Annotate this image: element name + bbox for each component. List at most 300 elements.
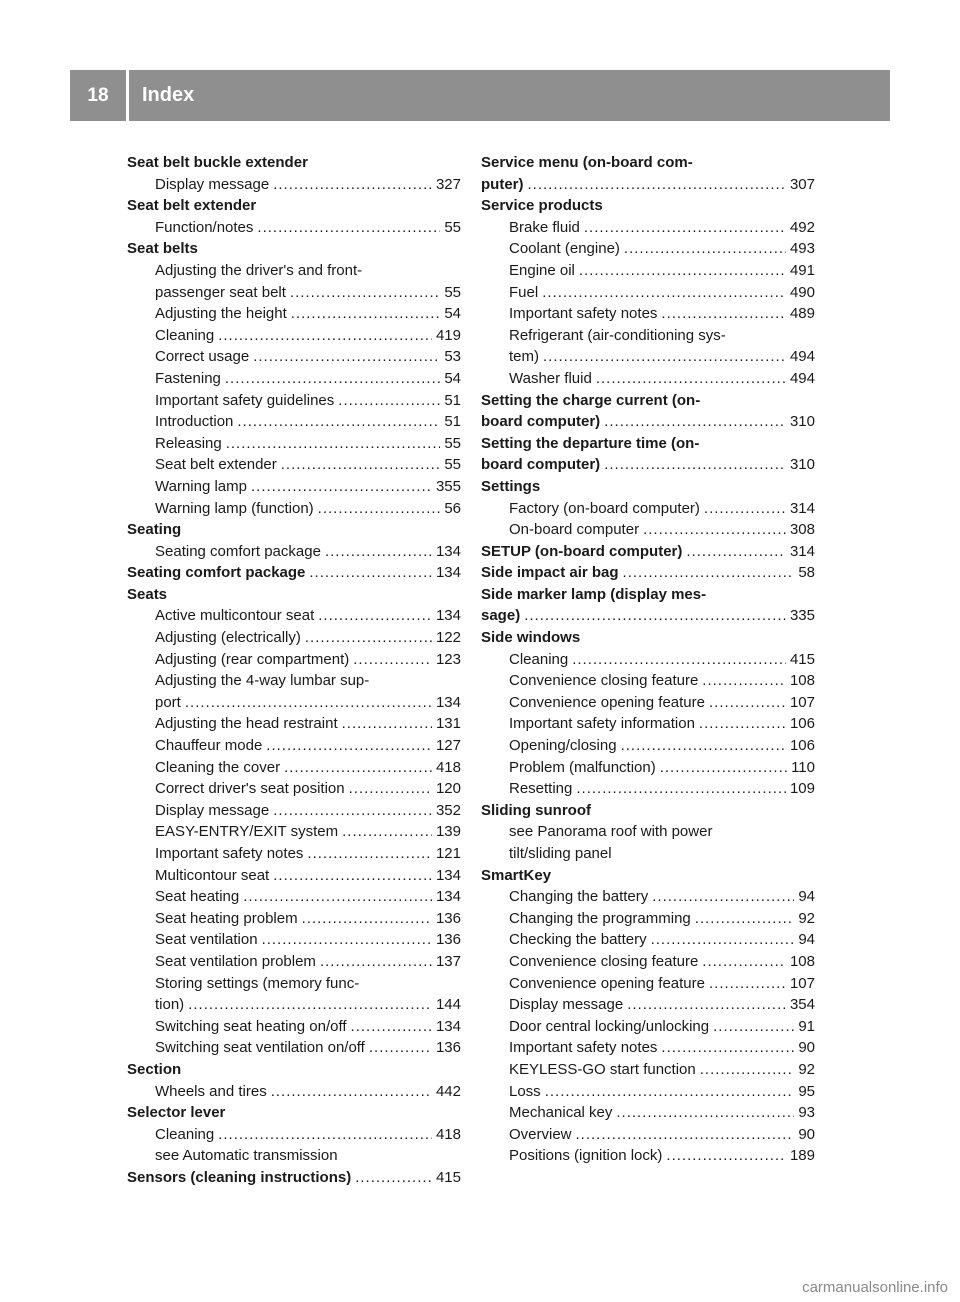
page-reference: 122 [435,629,461,647]
entry-text: Changing the battery [509,888,649,906]
index-entry-main [481,195,815,217]
entry-text: Active multicontour seat [155,607,315,625]
entry-text: Convenience closing feature [509,672,699,690]
page-reference: 107 [789,693,815,711]
leader-dots [320,951,432,973]
entry-text: sage) [481,607,521,625]
index-entry-sub [127,908,461,930]
header-divider [126,70,129,121]
index-entry-sub [481,649,815,671]
index-entry-sub [127,627,461,649]
entry-text: Coolant (engine) [509,240,620,258]
leader-dots [713,1016,794,1038]
entry-text: Opening/closing [509,737,617,755]
page-reference: 415 [789,650,815,668]
page-reference: 137 [435,952,461,970]
index-entry-main [127,1059,461,1081]
index-entry-main [481,454,815,476]
entry-text: Function/notes [155,218,254,236]
page-reference: 352 [435,801,461,819]
index-entry-sub [481,303,815,325]
entry-text: Seat belt extender [127,197,257,215]
entry-text: board computer) [481,456,601,474]
entry-text: Engine oil [509,261,575,279]
leader-dots [542,282,786,304]
leader-dots [309,562,432,584]
entry-text: Refrigerant (air-conditioning sys- [509,326,726,344]
leader-dots [623,562,795,584]
index-entry-sub [481,735,815,757]
entry-text: Cleaning [509,650,569,668]
page-reference: 108 [789,672,815,690]
entry-text: Adjusting (rear compartment) [155,650,350,668]
page-reference: 492 [789,218,815,236]
leader-dots [338,390,440,412]
leader-dots [353,649,432,671]
entry-text: Seat belt buckle extender [127,154,308,171]
index-entry-sub [481,929,815,951]
page-reference: 134 [435,542,461,560]
index-entry-sub [127,325,461,347]
page-reference: 123 [435,650,461,668]
entry-text: tilt/sliding panel [509,845,612,862]
leader-dots [188,994,432,1016]
leader-dots [351,1016,432,1038]
leader-dots [596,368,786,390]
page-reference: 54 [444,305,461,323]
index-entry-sub [127,821,461,843]
leader-dots [218,325,432,347]
entry-text: Display message [155,175,270,193]
page-reference: 419 [435,326,461,344]
leader-dots [579,260,786,282]
watermark: carmanualsonline.info [802,1279,948,1296]
entry-text: Setting the departure time (on- [481,434,700,452]
entry-text: port [155,693,181,711]
leader-dots [271,1081,432,1103]
index-entry-sub [127,174,461,196]
page-reference: 56 [444,499,461,517]
leader-dots [604,411,786,433]
leader-dots [695,908,795,930]
page-reference: 136 [435,931,461,949]
leader-dots [666,1145,786,1167]
entry-text: Seating comfort package [155,542,321,560]
index-entry-sub [481,821,815,843]
page-reference: 107 [789,974,815,992]
index-entry-sub [127,757,461,779]
entry-text: see Automatic transmission [155,1147,338,1165]
entry-text: Seating [127,521,182,539]
leader-dots [318,605,432,627]
leader-dots [225,368,440,390]
page-reference: 90 [798,1039,815,1057]
entry-text: Resetting [509,780,573,798]
page-reference: 314 [789,542,815,560]
leader-dots [281,454,441,476]
index-entry-sub [481,368,815,390]
entry-text: Seat ventilation [155,931,258,949]
page-reference: 134 [435,888,461,906]
page-reference: 110 [791,758,815,776]
index-entry-sub [481,951,815,973]
page-reference: 94 [798,888,815,906]
leader-dots [704,498,786,520]
leader-dots [305,627,432,649]
index-entry-sub [481,1081,815,1103]
index-entry-sub [481,692,815,714]
index-entry-sub [127,282,461,304]
entry-text: EASY-ENTRY/EXIT system [155,823,339,841]
entry-text: Adjusting (electrically) [155,629,301,647]
entry-text: Seat ventilation problem [155,952,316,970]
index-entry-sub [127,454,461,476]
entry-text: Switching seat heating on/off [155,1017,347,1035]
entry-text: Loss [509,1082,541,1100]
entry-text: Adjusting the driver's and front- [155,261,363,279]
index-entry-sub [481,325,815,347]
index-entry-sub [127,692,461,714]
index-entry-sub [127,713,461,735]
page-reference: 327 [435,175,461,193]
index-entry-sub [127,368,461,390]
entry-text: Important safety notes [509,1039,658,1057]
entry-text: Cleaning the cover [155,758,281,776]
entry-text: Setting the charge current (on- [481,391,701,409]
page-reference: 139 [435,823,461,841]
leader-dots [545,1081,795,1103]
index-entry-sub [481,1124,815,1146]
index-entry-main [127,584,461,606]
entry-text: Important safety information [509,715,695,733]
entry-text: Seat heating [155,888,240,906]
leader-dots [604,454,786,476]
entry-text: puter) [481,175,524,193]
index-entry-sub [127,735,461,757]
index-entry-sub [127,843,461,865]
page-reference: 134 [435,1017,461,1035]
entry-text: Side marker lamp (display mes- [481,585,707,603]
page-reference: 354 [789,996,815,1014]
index-entry-sub [481,1102,815,1124]
index-entry-main [481,584,815,606]
entry-text: Seating comfort package [127,564,306,582]
leader-dots [273,865,432,887]
entry-text: Seat heating problem [155,909,298,927]
page-reference: 95 [798,1082,815,1100]
index-entry-main [127,519,461,541]
entry-text: Door central locking/unlocking [509,1017,710,1035]
index-entry-main [481,174,815,196]
leader-dots [243,886,432,908]
leader-dots [702,951,786,973]
index-entry-main [481,562,815,584]
index-entry-sub [481,670,815,692]
page-reference: 415 [435,1168,461,1186]
leader-dots [342,713,432,735]
leader-dots [273,800,432,822]
page-reference: 490 [789,283,815,301]
index-entry-sub [127,973,461,995]
page-reference: 92 [798,909,815,927]
index-entry-sub [481,973,815,995]
page-reference: 131 [435,715,461,733]
entry-text: Brake fluid [509,218,580,236]
entry-text: Overview [509,1125,572,1143]
index-entry-sub [127,303,461,325]
page-reference: 121 [435,845,461,862]
page-number: 18 [87,84,109,106]
entry-text: tem) [509,348,539,366]
entry-text: Fastening [155,369,221,387]
entry-text: Changing the programming [509,909,691,927]
entry-text: Adjusting the height [155,305,287,323]
entry-text: passenger seat belt [155,283,286,301]
page-reference: 134 [435,693,461,711]
index-entry-main [481,800,815,822]
page-reference: 90 [798,1125,815,1143]
entry-text: Storing settings (memory func- [155,974,360,992]
index-entry-main [127,195,461,217]
entry-text: Section [127,1060,182,1078]
index-entry-main [127,1102,461,1124]
leader-dots [584,217,786,239]
page-reference: 136 [435,1039,461,1057]
entry-text: KEYLESS-GO start function [509,1060,696,1078]
entry-text: Display message [509,996,624,1014]
entry-text: Introduction [155,413,234,431]
entry-text: Warning lamp [155,477,247,495]
entry-text: Correct usage [155,348,250,366]
entry-text: Adjusting the 4-way lumbar sup- [155,672,370,690]
leader-dots [643,519,786,541]
entry-text: Problem (malfunction) [509,758,656,776]
index-entry-main [481,411,815,433]
entry-text: Fuel [509,283,539,301]
leader-dots [627,994,786,1016]
index-entry-main [127,1167,461,1189]
page-reference: 58 [798,564,815,582]
index-entry-sub [127,476,461,498]
page-reference: 310 [789,413,815,431]
entry-text: Seat belts [127,240,198,258]
index-entry-sub [481,1016,815,1038]
index-entry-sub [127,670,461,692]
leader-dots [262,929,432,951]
leader-dots [349,778,432,800]
page-reference: 92 [798,1060,815,1078]
index-entry-main [481,390,815,412]
page-reference: 51 [444,391,461,409]
index-entry-main [127,238,461,260]
leader-dots [702,670,786,692]
leader-dots [528,174,786,196]
page-reference: 493 [789,240,815,258]
leader-dots [185,692,432,714]
entry-text: SETUP (on-board computer) [481,542,683,560]
index-entry-main [481,433,815,455]
section-title: Index [142,84,195,106]
index-entry-sub [127,605,461,627]
page-reference: 108 [789,952,815,970]
leader-dots [576,778,786,800]
leader-dots [226,433,441,455]
index-entry-sub [127,865,461,887]
leader-dots [651,929,795,951]
entry-text: Sensors (cleaning instructions) [127,1168,352,1186]
index-entry-sub [481,886,815,908]
index-entry-main [481,865,815,887]
leader-dots [237,411,440,433]
index-entry-sub [127,411,461,433]
page-reference: 494 [789,369,815,387]
leader-dots [290,282,440,304]
leader-dots [700,1059,795,1081]
index-entry-sub [481,757,815,779]
index-entry-sub [481,519,815,541]
leader-dots [621,735,786,757]
leader-dots [661,303,786,325]
entry-text: Releasing [155,434,222,452]
entry-text: Convenience closing feature [509,952,699,970]
leader-dots [307,843,432,865]
index-column-right [481,152,815,1167]
entry-text: Checking the battery [509,931,647,949]
page-header [70,70,890,121]
entry-text: Selector lever [127,1104,226,1122]
page-reference: 491 [789,261,815,279]
leader-dots [355,1167,432,1189]
leader-dots [709,692,786,714]
index-entry-main [481,605,815,627]
index-entry-sub [127,929,461,951]
entry-text: Side impact air bag [481,564,619,582]
page-reference: 418 [435,758,461,776]
entry-text: Side windows [481,629,581,647]
page-reference: 314 [789,499,815,517]
leader-dots [302,908,432,930]
entry-text: board computer) [481,413,601,431]
page-reference: 94 [798,931,815,949]
entry-text: Warning lamp (function) [155,499,314,517]
entry-text: Sliding sunroof [481,801,591,819]
entry-text: Service menu (on-board com- [481,154,693,171]
leader-dots [291,303,441,325]
leader-dots [624,238,786,260]
entry-text: Cleaning [155,1125,215,1143]
index-entry-sub [127,778,461,800]
page-reference: 93 [798,1104,815,1122]
entry-text: Washer fluid [509,369,592,387]
index-entry-main [127,562,461,584]
index-entry-sub [127,951,461,973]
entry-text: Display message [155,801,270,819]
index-entry-sub [481,217,815,239]
page-reference: 355 [435,477,461,495]
page-reference: 109 [789,780,815,798]
leader-dots [257,217,440,239]
page-reference: 134 [435,866,461,884]
entry-text: Convenience opening feature [509,693,705,711]
index-entry-sub [127,886,461,908]
page-reference: 310 [789,456,815,474]
entry-text: Settings [481,477,541,495]
page-reference: 189 [789,1147,815,1165]
index-entry-sub [481,1037,815,1059]
page-reference: 144 [435,996,461,1014]
index-entry-sub [127,649,461,671]
page-reference: 91 [798,1017,815,1035]
index-entry-sub [481,778,815,800]
leader-dots [576,1124,795,1146]
index-entry-main [481,152,815,174]
index-entry-sub [127,433,461,455]
leader-dots [524,605,786,627]
index-entry-sub [127,1145,461,1167]
index-entry-sub [481,346,815,368]
entry-text: Switching seat ventilation on/off [155,1039,365,1057]
index-entry-sub [127,994,461,1016]
entry-text: Cleaning [155,326,215,344]
index-entry-sub [127,1037,461,1059]
index-entry-sub [481,843,815,865]
entry-text: On-board computer [509,521,640,539]
index-entry-sub [481,282,815,304]
leader-dots [543,346,786,368]
page-reference: 55 [444,434,461,452]
index-entry-sub [481,238,815,260]
index-entry-main [481,627,815,649]
index-entry-sub [481,908,815,930]
entry-text: Adjusting the head restraint [155,715,338,733]
entry-text: Important safety notes [509,305,658,323]
page-reference: 307 [789,175,815,193]
entry-text: Important safety guidelines [155,391,335,409]
page-reference: 55 [444,456,461,474]
entry-text: Convenience opening feature [509,974,705,992]
entry-text: Wheels and tires [155,1082,267,1100]
index-entry-sub [127,1016,461,1038]
entry-text: Important safety notes [155,845,304,862]
index-entry-sub [127,1124,461,1146]
index-entry-sub [127,260,461,282]
leader-dots [273,174,432,196]
index-entry-sub [127,1081,461,1103]
entry-text: Positions (ignition lock) [509,1147,663,1165]
index-entry-sub [127,390,461,412]
leader-dots [616,1102,794,1124]
entry-text: SmartKey [481,866,552,884]
leader-dots [266,735,432,757]
page-reference: 127 [435,737,461,755]
leader-dots [660,757,787,779]
page-reference: 55 [444,218,461,236]
index-entry-sub [127,498,461,520]
entry-text: Service products [481,197,603,215]
leader-dots [251,476,432,498]
leader-dots [284,757,432,779]
index-entry-sub [481,498,815,520]
index-entry-sub [127,541,461,563]
leader-dots [709,973,786,995]
index-entry-sub [481,994,815,1016]
leader-dots [325,541,432,563]
index-entry-sub [481,713,815,735]
page-reference: 134 [435,607,461,625]
index-column-left [127,152,461,1189]
leader-dots [652,886,794,908]
leader-dots [686,541,786,563]
